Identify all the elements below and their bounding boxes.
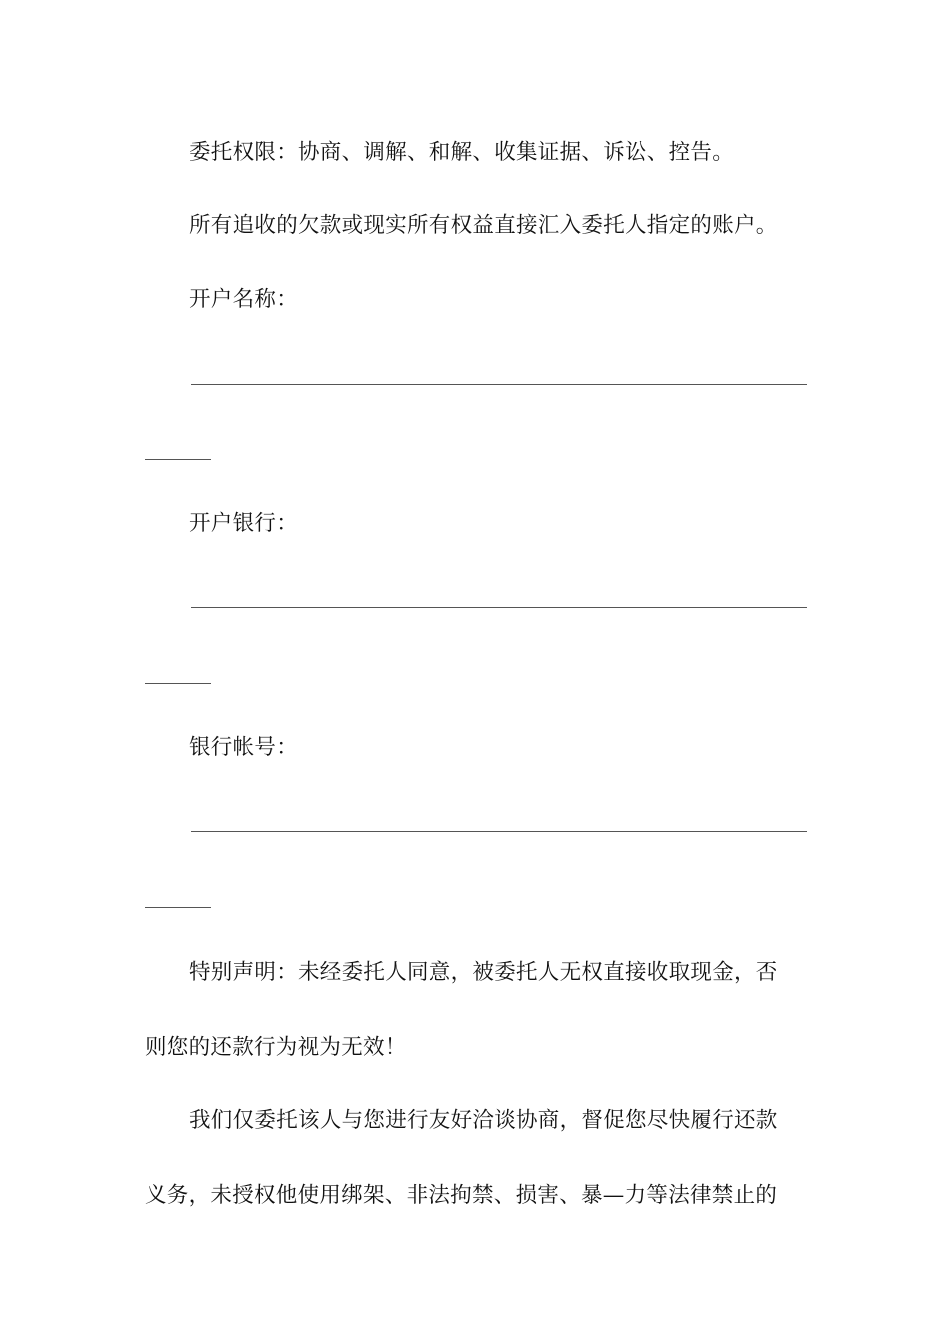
special-statement-line-1: 特别声明：未经委托人同意，被委托人无权直接收取现金，否: [189, 960, 778, 985]
account-number-blank-line-continuation: [145, 907, 211, 908]
bank-name-blank-line: [191, 607, 807, 608]
mandate-paragraph-line-2: 义务，未授权他使用绑架、非法拘禁、损害、暴—力等法律禁止的: [145, 1183, 778, 1208]
mandate-paragraph-line-1: 我们仅委托该人与您进行友好洽谈协商，督促您尽快履行还款: [189, 1108, 778, 1133]
bank-name-label: 开户银行：: [189, 511, 299, 536]
remittance-note-paragraph: 所有追收的欠款或现实所有权益直接汇入委托人指定的账户。: [189, 213, 778, 238]
authority-scope-paragraph: 委托权限：协商、调解、和解、收集证据、诉讼、控告。: [189, 140, 735, 165]
account-name-label: 开户名称：: [189, 287, 299, 312]
account-number-blank-line: [191, 831, 807, 832]
special-statement-line-2: 则您的还款行为视为无效！: [145, 1035, 407, 1060]
account-name-blank-line-continuation: [145, 459, 211, 460]
account-number-label: 银行帐号：: [189, 735, 299, 760]
account-name-blank-line: [191, 384, 807, 385]
bank-name-blank-line-continuation: [145, 683, 211, 684]
